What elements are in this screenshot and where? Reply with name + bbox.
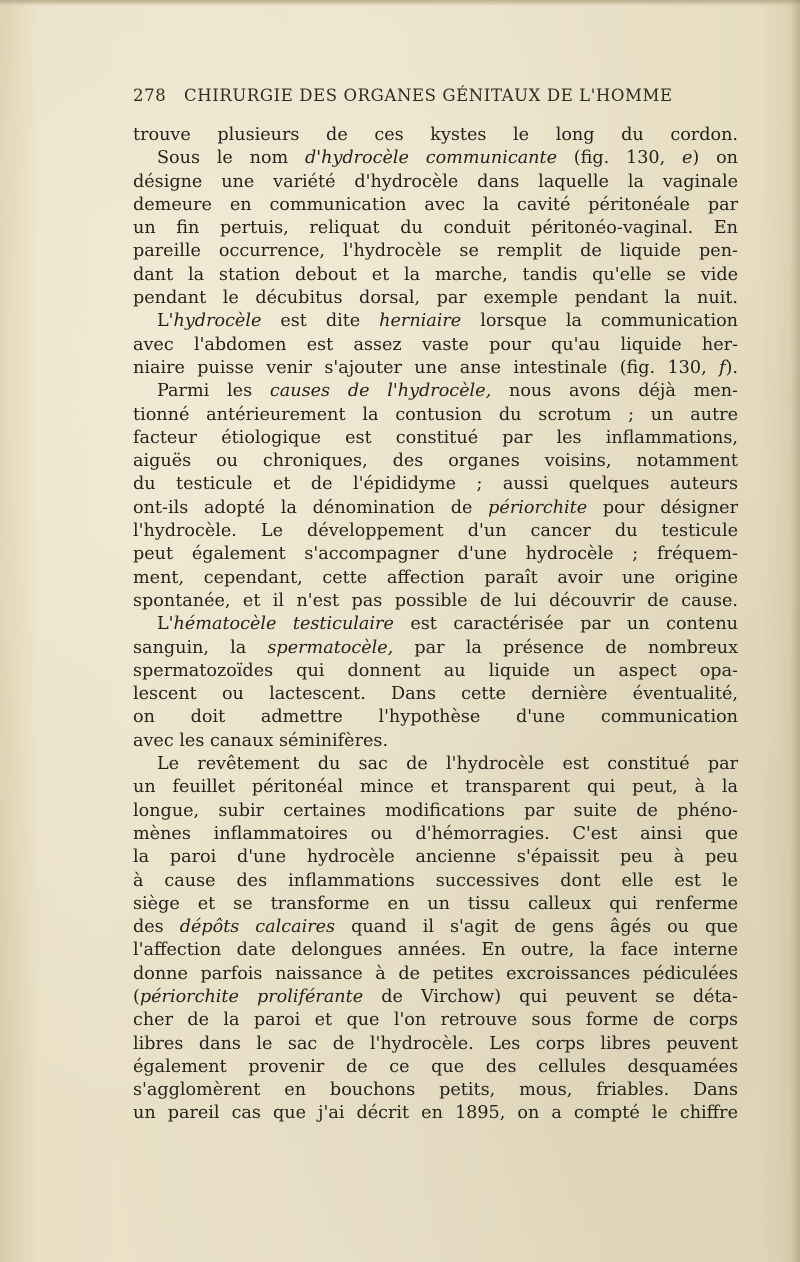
text-segment: demeure en communication avec la cavité péritonéale par: [133, 194, 738, 215]
text-segment: de Virchow) qui peuvent se déta-: [363, 986, 738, 1007]
italic-term: spermatocèle,: [267, 637, 394, 658]
text-segment: avec les canaux séminifères.: [133, 730, 389, 751]
text-segment: lescent ou lactescent. Dans cette dernière éventualité,: [133, 684, 738, 705]
text-segment: pour désigner: [587, 497, 738, 518]
text-segment: ).: [725, 357, 738, 378]
text-line: [133, 660, 738, 683]
text-segment: nous avons déjà men-: [491, 381, 738, 402]
text-segment: tionné antérieurement la contusion du scrotum ; un autre: [133, 404, 738, 425]
text-line: [133, 567, 738, 590]
text-line: [133, 963, 738, 986]
text-segment: (fig. 130,: [557, 148, 682, 169]
text-line: [133, 823, 738, 846]
text-line: [133, 171, 738, 194]
running-title: CHIRURGIE DES ORGANES GÉNITAUX DE L'HOMME: [184, 86, 673, 105]
text-segment: des: [133, 917, 180, 938]
italic-term: dépôts calcaires: [179, 917, 336, 938]
text-segment: lorsque la communication: [461, 311, 738, 332]
text-segment: Parmi les: [157, 381, 270, 402]
text-segment: dant la station debout et la marche, tandis qu'elle se vide: [133, 264, 738, 285]
text-line: [133, 590, 738, 613]
italic-term: causes de l'hydrocèle,: [269, 381, 492, 402]
italic-term: hydrocèle: [173, 311, 262, 332]
text-line: [133, 427, 738, 450]
text-line: [133, 753, 738, 776]
italic-term: e: [682, 148, 693, 169]
italic-term: périorchite proliférante: [139, 986, 364, 1007]
text-segment: libres dans le sac de l'hydrocèle. Les corps libres peuvent: [133, 1033, 738, 1054]
text-segment: mènes inflammatoires ou d'hémorragies. C'est ainsi que: [133, 823, 738, 844]
text-segment: un fin pertuis, reliquat du conduit péritonéo-vaginal. En: [133, 218, 738, 239]
text-line: [133, 124, 738, 147]
text-segment: donne parfois naissance à de petites excroissances pédiculées: [133, 963, 738, 984]
text-segment: un feuillet péritonéal mince et transparent qui peut, à la: [133, 777, 738, 798]
text-line: [133, 893, 738, 916]
text-line: [133, 613, 738, 636]
text-segment: également provenir de ce que des cellules desquamées: [133, 1056, 738, 1077]
text-line: [133, 497, 738, 520]
text-line: [133, 1033, 738, 1056]
text-segment: siège et se transforme en un tissu calleux qui renferme: [133, 893, 738, 914]
text-segment: ont-ils adopté la dénomination de: [133, 497, 489, 518]
text-segment: trouve plusieurs de ces kystes le long du cordon.: [133, 125, 738, 145]
page-top-edge: [0, 0, 800, 6]
text-segment: l'hydrocèle. Le développement d'un cancer du testicule: [133, 521, 738, 542]
text-line: [133, 846, 738, 869]
text-segment: du testicule et de l'épididyme ; aussi quelques auteurs: [133, 474, 738, 495]
text-line: [133, 1102, 738, 1125]
text-line: [133, 334, 738, 357]
text-segment: par la présence de nombreux: [393, 637, 738, 658]
text-segment: spermatozoïdes qui donnent au liquide un aspect opa-: [133, 660, 738, 681]
text-segment: quand il s'agit de gens âgés ou que: [335, 917, 738, 938]
text-line: [133, 730, 738, 753]
text-line: [133, 310, 738, 333]
text-segment: l'affection date delongues années. En outre, la face interne: [133, 940, 738, 961]
text-segment: pareille occurrence, l'hydrocèle se remplit de liquide pen-: [133, 241, 738, 262]
text-segment: longue, subir certaines modifications par suite de phéno-: [133, 800, 738, 821]
text-line: [133, 916, 738, 939]
text-line: [133, 683, 738, 706]
text-line: [133, 1056, 738, 1079]
text-line: [133, 380, 738, 403]
text-line: [133, 450, 738, 473]
body-text: [133, 124, 738, 1126]
text-segment: la paroi d'une hydrocèle ancienne s'épaissit peu à peu: [133, 847, 738, 868]
text-line: [133, 194, 738, 217]
text-line: [133, 287, 738, 310]
text-segment: aiguës ou chroniques, des organes voisins, notamment: [133, 451, 738, 472]
text-segment: Sous le nom: [157, 148, 306, 169]
text-segment: avec l'abdomen est assez vaste pour qu'au liquide her-: [133, 334, 738, 355]
text-line: [133, 240, 738, 263]
text-line: [133, 870, 738, 893]
text-segment: pendant le décubitus dorsal, par exemple pendant la nuit.: [133, 288, 738, 309]
text-segment: est dite: [261, 311, 380, 332]
text-segment: L': [157, 311, 174, 332]
text-line: [133, 1009, 738, 1032]
text-segment: s'agglomèrent en bouchons petits, mous, friables. Dans: [133, 1080, 738, 1101]
text-line: [133, 147, 738, 170]
page-right-edge: [790, 0, 800, 1262]
text-line: [133, 217, 738, 240]
text-segment: un pareil cas que j'ai décrit en 1895, on a compté le chiffre: [133, 1103, 738, 1124]
text-segment: on doit admettre l'hypothèse d'une communication: [133, 707, 738, 728]
text-segment: sanguin, la: [133, 637, 268, 658]
text-segment: à cause des inflammations successives dont elle est le: [133, 870, 738, 891]
text-line: [133, 543, 738, 566]
page-number: 278: [133, 86, 167, 105]
text-line: [133, 986, 738, 1009]
italic-term: périorchite: [488, 497, 588, 518]
text-line: [133, 1079, 738, 1102]
text-segment: désigne une variété d'hydrocèle dans laquelle la vaginale: [133, 171, 738, 192]
running-header: [133, 86, 738, 110]
text-line: [133, 404, 738, 427]
italic-term: herniaire: [379, 311, 462, 332]
text-line: [133, 264, 738, 287]
italic-term: hématocèle testiculaire: [173, 614, 394, 635]
text-segment: niaire puisse venir s'ajouter une anse intestinale (fig. 130,: [133, 357, 720, 378]
text-line: [133, 637, 738, 660]
text-segment: Le revêtement du sac de l'hydrocèle est constitué par: [157, 754, 738, 775]
text-segment: spontanée, et il n'est pas possible de lui découvrir de cause.: [133, 590, 738, 611]
text-segment: ) on: [692, 148, 738, 169]
text-segment: facteur étiologique est constitué par les inflammations,: [133, 427, 738, 448]
text-line: [133, 800, 738, 823]
text-line: [133, 520, 738, 543]
text-line: [133, 357, 738, 380]
italic-term: f: [719, 357, 726, 378]
text-segment: cher de la paroi et que l'on retrouve sous forme de corps: [133, 1010, 738, 1031]
text-line: [133, 939, 738, 962]
text-segment: ment, cependant, cette affection paraît avoir une origine: [133, 567, 738, 588]
text-line: [133, 706, 738, 729]
text-line: [133, 473, 738, 496]
text-line: [133, 776, 738, 799]
text-segment: est caractérisée par un contenu: [393, 614, 738, 635]
text-segment: (: [133, 986, 140, 1007]
text-segment: peut également s'accompagner d'une hydrocèle ; fréquem-: [133, 544, 738, 565]
text-segment: L': [157, 614, 174, 635]
italic-term: d'hydrocèle communicante: [305, 148, 557, 169]
